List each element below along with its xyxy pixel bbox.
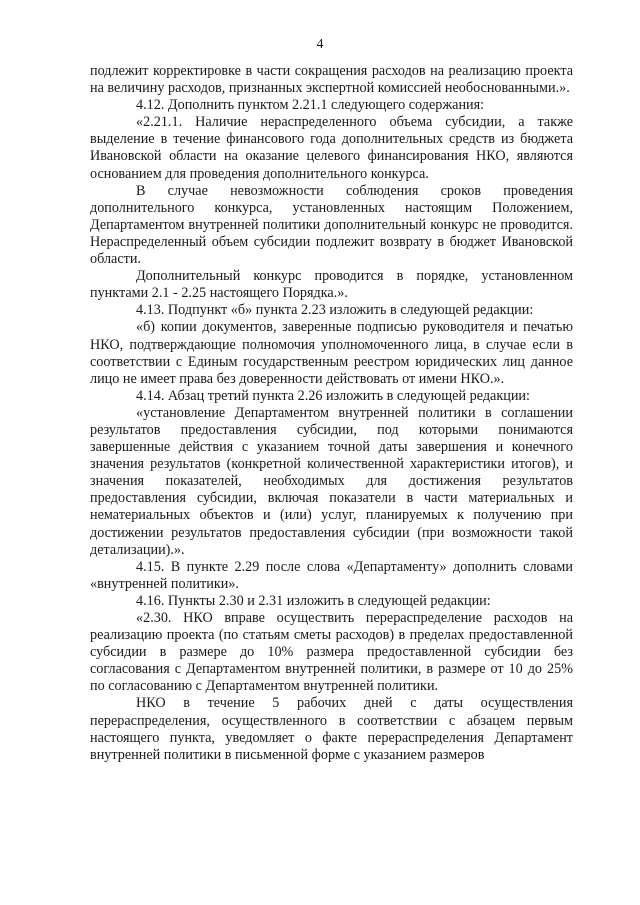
document-body [90,63,573,764]
paragraph: 4.15. В пункте 2.29 после слова «Департаменту» дополнить словами «внутренней политики». [90,558,573,592]
paragraph: Дополнительный конкурс проводится в порядке, установленном пунктами 2.1 - 2.25 настоящего Порядка.». [90,268,573,302]
paragraph: НКО в течение 5 рабочих дней с даты осуществления перераспределения, осуществленного в соответствии с абзацем первым настоящего пункта, уведомляет о факте перераспределения Департамент внутренней политики в письменной форме с указанием размеров [90,695,573,763]
paragraph: «2.30. НКО вправе осуществить перераспределение расходов на реализацию проекта (по статьям сметы расходов) в пределах предоставленной субсидии в размере до 10% размера предоставленной субсидии без согласования с Департаментом внутренней политики, в размере от 10 до 25% по согласованию с Департаментом внутренней политики. [90,610,573,695]
page-number: 4 [316,37,324,52]
paragraph: «б) копии документов, заверенные подписью руководителя и печатью НКО, подтверждающие полномочия уполномоченного лица, в случае если в соответствии с Единым государственным реестром юридических лиц данное лицо не имеет права без доверенности действовать от имени НКО.». [90,319,573,387]
paragraph: «установление Департаментом внутренней политики в соглашении результатов предоставления субсидии, под которыми понимаются завершенные действия с указанием точной даты завершения и конечного значения результатов (конкретной количественной характеристики итогов), и значения показателей, необходимых для достижения результатов предоставления субсидии, включая показатели в части материальных и нематериальных объектов и (или) услуг, планируемых к получению при достижении результатов предоставления субсидии (при возможности такой детализации).». [90,404,573,558]
paragraph: 4.14. Абзац третий пункта 2.26 изложить в следующей редакции: [136,387,530,404]
paragraph: В случае невозможности соблюдения сроков проведения дополнительного конкурса, установленных настоящим Положением, Департаментом внутренней политики дополнительный конкурс не проводится. Нераспределенный объем субсидии подлежит возврату в бюджет Ивановской области. [90,182,573,268]
paragraph: «2.21.1. Наличие нераспределенного объема субсидии, а также выделение в течение финансового года дополнительных средств из бюджета Ивановской области на оказание целевого финансирования НКО, являются основанием для проведения дополнительного конкурса. [90,114,573,182]
paragraph: 4.13. Подпункт «б» пункта 2.23 изложить в следующей редакции: [136,302,534,319]
paragraph: 4.12. Дополнить пунктом 2.21.1 следующего содержания: [136,97,485,114]
paragraph: 4.16. Пункты 2.30 и 2.31 изложить в следующей редакции: [136,592,491,609]
paragraph: подлежит корректировке в части сокращения расходов на реализацию проекта на величину расходов, признанных экспертной комиссией необоснованными.». [90,63,573,97]
